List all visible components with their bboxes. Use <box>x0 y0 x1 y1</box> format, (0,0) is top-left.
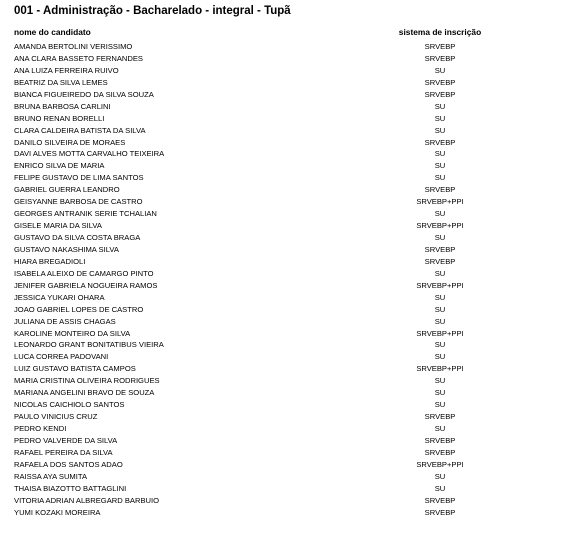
table-row <box>14 387 554 399</box>
registration-system: SU <box>434 161 446 171</box>
candidate-name: ANA LUIZA FERREIRA RUIVO <box>14 65 119 75</box>
registration-system: SU <box>434 340 446 350</box>
candidate-name: FELIPE GUSTAVO DE LIMA SANTOS <box>14 173 144 183</box>
table-row <box>14 184 554 196</box>
candidate-name: GABRIEL GUERRA LEANDRO <box>14 185 120 195</box>
candidate-name: LEONARDO GRANT BONITATIBUS VIEIRA <box>14 340 164 350</box>
table-row <box>14 316 554 328</box>
registration-system: SU <box>434 101 446 111</box>
table-row <box>14 148 554 160</box>
candidate-name: LUIZ GUSTAVO BATISTA CAMPOS <box>14 364 136 374</box>
registration-system: SU <box>434 471 446 481</box>
candidate-name: MARIANA ANGELINI BRAVO DE SOUZA <box>14 388 155 398</box>
registration-system: SRVEBP <box>424 53 456 63</box>
registration-system: SRVEBP <box>424 495 456 505</box>
table-row <box>14 280 554 292</box>
registration-system: SU <box>434 400 446 410</box>
candidate-name: JENIFER GABRIELA NOGUEIRA RAMOS <box>14 280 158 290</box>
candidate-name: BEATRIZ DA SILVA LEMES <box>14 77 108 87</box>
candidate-name: GUSTAVO NAKASHIMA SILVA <box>14 244 119 254</box>
table-row <box>14 459 554 471</box>
candidate-name: ISABELA ALEIXO DE CAMARGO PINTO <box>14 268 154 278</box>
registration-system: SRVEBP <box>424 137 456 147</box>
candidate-name: HIARA BREGADIOLI <box>14 256 86 266</box>
table-row <box>14 328 554 340</box>
table-row <box>14 196 554 208</box>
table-row <box>14 53 554 65</box>
table-row <box>14 363 554 375</box>
table-row <box>14 423 554 435</box>
table-row <box>14 172 554 184</box>
registration-system: SRVEBP <box>424 507 456 517</box>
registration-system: SU <box>434 352 446 362</box>
table-row <box>14 137 554 149</box>
candidate-name: BIANCA FIGUEIREDO DA SILVA SOUZA <box>14 89 154 99</box>
registration-system: SU <box>434 125 446 135</box>
candidate-name: DAVI ALVES MOTTA CARVALHO TEIXEIRA <box>14 149 165 159</box>
candidate-name: ENRICO SILVA DE MARIA <box>14 161 105 171</box>
candidate-name: JESSICA YUKARI OHARA <box>14 292 105 302</box>
candidate-name: VITORIA ADRIAN ALBREGARD BARBUIO <box>14 495 160 505</box>
registration-system: SRVEBP <box>424 42 456 51</box>
candidate-name: ANA CLARA BASSETO FERNANDES <box>14 53 143 63</box>
table-row <box>14 113 554 125</box>
registration-system: SU <box>434 304 446 314</box>
candidate-name: BRUNA BARBOSA CARLINI <box>14 101 111 111</box>
registration-system: SU <box>434 149 446 159</box>
table-row <box>14 160 554 172</box>
table-row <box>14 411 554 423</box>
candidate-name: JULIANA DE ASSIS CHAGAS <box>14 316 116 326</box>
table-row <box>14 375 554 387</box>
candidate-name: PAULO VINICIUS CRUZ <box>14 412 98 422</box>
table-row <box>14 292 554 304</box>
table-row <box>14 304 554 316</box>
table-row <box>14 471 554 483</box>
table-row <box>14 339 554 351</box>
registration-system: SRVEBP <box>424 89 456 99</box>
table-row <box>14 447 554 459</box>
table-row <box>14 351 554 363</box>
registration-system: SU <box>434 483 446 493</box>
table-row <box>14 483 554 495</box>
registration-system: SRVEBP <box>424 435 456 445</box>
registration-system: SRVEBP+PPI <box>416 459 464 469</box>
table-row <box>14 232 554 244</box>
registration-system: SRVEBP+PPI <box>416 280 464 290</box>
candidate-name: RAFAEL PEREIRA DA SILVA <box>14 447 113 457</box>
candidate-name: AMANDA BERTOLINI VERISSIMO <box>14 42 133 51</box>
table-row <box>14 101 554 113</box>
registration-system: SRVEBP <box>424 256 456 266</box>
registration-system: SU <box>434 292 446 302</box>
table-row <box>14 208 554 220</box>
registration-system: SRVEBP <box>424 185 456 195</box>
registration-system: SU <box>434 424 446 433</box>
candidate-name: GEISYANNE BARBOSA DE CASTRO <box>14 197 143 207</box>
candidate-name: NICOLAS CAICHIOLO SANTOS <box>14 400 125 410</box>
candidate-list <box>14 41 554 519</box>
registration-system: SU <box>434 268 446 278</box>
registration-system: SRVEBP <box>424 412 456 422</box>
candidate-name: LUCA CORREA PADOVANI <box>14 352 109 362</box>
candidate-name: GUSTAVO DA SILVA COSTA BRAGA <box>14 233 141 242</box>
registration-system: SRVEBP+PPI <box>416 364 464 374</box>
candidate-name: DANILO SILVEIRA DE MORAES <box>14 137 126 147</box>
candidate-name: GEORGES ANTRANIK SERIE TCHALIAN <box>14 209 157 219</box>
registration-system: SRVEBP <box>424 77 456 87</box>
registration-system: SRVEBP+PPI <box>416 197 464 207</box>
document-title: 001 - Administração - Bacharelado - integral - Tupã <box>14 5 291 17</box>
registration-system: SRVEBP <box>424 447 456 457</box>
candidate-name: GISELE MARIA DA SILVA <box>14 221 102 231</box>
candidate-name: BRUNO RENAN BORELLI <box>14 113 105 123</box>
table-row <box>14 65 554 77</box>
column-header-system-label: sistema de inscrição <box>398 27 482 37</box>
candidate-name: CLARA CALDEIRA BATISTA DA SILVA <box>14 125 146 135</box>
table-row <box>14 399 554 411</box>
candidate-name: YUMI KOZAKI MOREIRA <box>14 507 101 517</box>
column-header-name: nome do candidato <box>14 27 91 37</box>
registration-system: SU <box>434 388 446 398</box>
table-row <box>14 435 554 447</box>
table-row <box>14 268 554 280</box>
registration-system: SRVEBP <box>424 244 456 254</box>
candidate-name: PEDRO KENDI <box>14 424 67 433</box>
registration-system: SRVEBP+PPI <box>416 221 464 231</box>
table-row <box>14 495 554 507</box>
candidate-name: JOAO GABRIEL LOPES DE CASTRO <box>14 304 144 314</box>
candidate-name: RAISSA AYA SUMITA <box>14 471 88 481</box>
table-row <box>14 220 554 232</box>
table-row <box>14 125 554 137</box>
table-header <box>14 26 554 39</box>
registration-system: SU <box>434 233 446 242</box>
table-row <box>14 77 554 89</box>
candidate-name: RAFAELA DOS SANTOS ADAO <box>14 459 123 469</box>
table-row <box>14 244 554 256</box>
candidate-name: MARIA CRISTINA OLIVEIRA RODRIGUES <box>14 376 160 386</box>
candidate-name: THAISA BIAZOTTO BATTAGLINI <box>14 483 127 493</box>
registration-system: SU <box>434 173 446 183</box>
registration-system: SU <box>434 65 446 75</box>
registration-system: SU <box>434 316 446 326</box>
registration-system: SRVEBP+PPI <box>416 328 464 338</box>
registration-system: SU <box>434 209 446 219</box>
candidate-name: KAROLINE MONTEIRO DA SILVA <box>14 328 131 338</box>
registration-system: SU <box>434 113 446 123</box>
table-row <box>14 507 554 519</box>
table-row <box>14 256 554 268</box>
table-row <box>14 89 554 101</box>
registration-system: SU <box>434 376 446 386</box>
candidate-name: PEDRO VALVERDE DA SILVA <box>14 435 118 445</box>
table-row <box>14 41 554 53</box>
